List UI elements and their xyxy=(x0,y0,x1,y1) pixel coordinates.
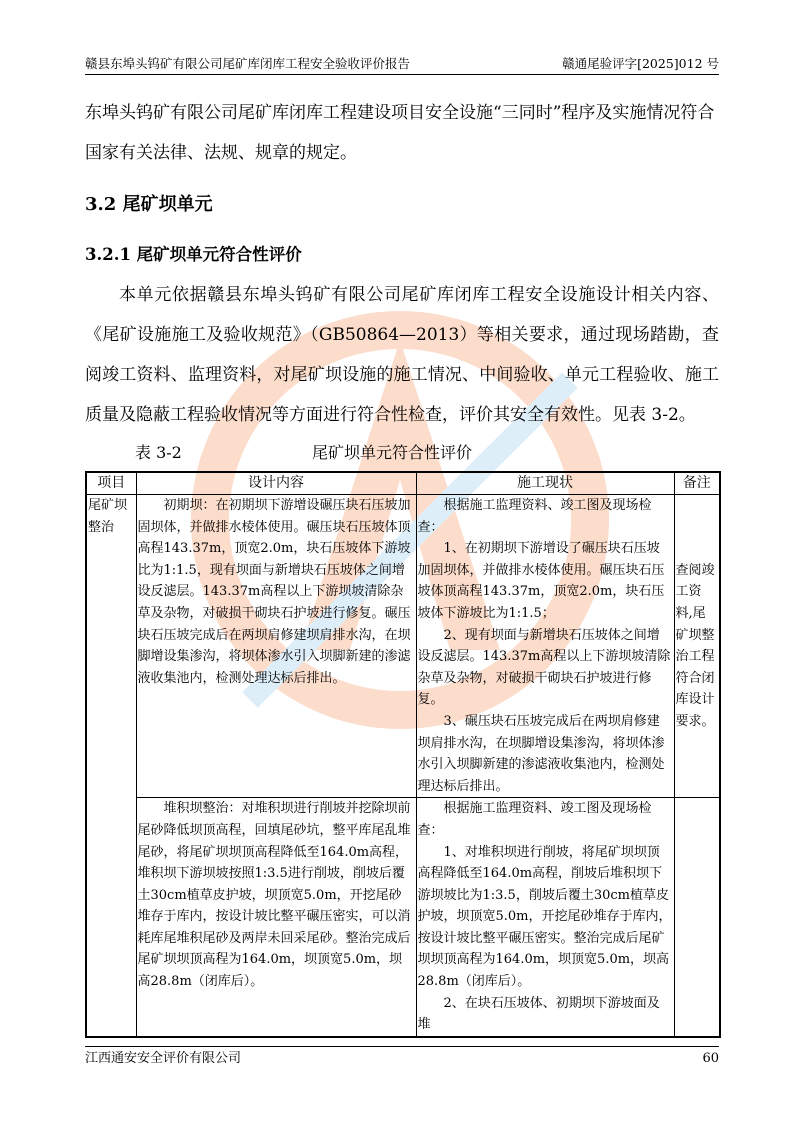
table-row xyxy=(86,495,720,798)
col-header-item: 项目 xyxy=(86,472,136,495)
table-row xyxy=(86,798,720,1037)
section-heading: 3.2 尾矿坝单元 xyxy=(85,194,213,215)
status-cell xyxy=(416,798,674,1037)
status-line: 2、现有坝面与新增块石压坡体之间增设反滤层。143.37m高程以上下游坝坡清除杂草及杂物，对破损干砌块石护坡进行修复。 xyxy=(417,627,671,708)
col-header-remark: 备注 xyxy=(674,472,720,495)
subsection-heading: 3.2.1 尾矿坝单元符合性评价 xyxy=(85,245,302,264)
status-line: 根据施工监理资料、竣工图及现场检查： xyxy=(417,498,652,535)
col-header-design: 设计内容 xyxy=(136,472,416,495)
header-title: 赣县东埠头钨矿有限公司尾矿库闭库工程安全验收评价报告 xyxy=(85,56,411,71)
remark-cell xyxy=(674,798,720,1037)
page-content xyxy=(85,56,719,1068)
item-cell: 尾矿坝整治 xyxy=(86,495,136,1037)
status-line: 1、对堆积坝进行削坡，将尾矿坝坝顶高程降低至164.0m高程，削坡后堆积坝下游坝坡比为1:3.5，削坡后覆土30cm植草皮护坡，坝顶宽5.0m，开挖尾砂堆存于库内，按设计坡比整平碾压密实。整治完成后尾矿坝坝顶高程为164.0m，坝顶宽5.0m，坝高28.8m（闭库后）。 xyxy=(417,844,672,990)
remark-cell: 查阅竣工资料,尾矿坝整治工程符合闭库设计要求。 xyxy=(674,495,720,798)
page-footer xyxy=(85,1046,719,1068)
body-paragraph: 本单元依据赣县东埠头钨矿有限公司尾矿库闭库工程安全设施设计相关内容、《尾矿设施施工及验收规范》（GB50864—2013）等相关要求，通过现场踏勘，查阅竣工资料、监理资料，对尾矿坝设施的施工情况、中间验收、单元工程验收、施工质量及隐蔽工程验收情况等方面进行符合性检查，评价其安全有效性。见表 3-2。 xyxy=(85,285,719,425)
table-caption-row xyxy=(85,441,719,465)
footer-company: 江西通安安全评价有限公司 xyxy=(85,1050,242,1066)
status-line: 1、在初期坝下游增设了碾压块石压坡加固坝体，并做排水棱体使用。碾压块石压坡体顶高程143.37m，顶宽2.0m，块石压坡体下游坡比为1:1.5； xyxy=(417,541,665,621)
col-header-status: 施工现状 xyxy=(416,472,674,495)
header-doc-number: 赣通尾验评字[2025]012 号 xyxy=(562,56,719,71)
design-cell: 堆积坝整治：对堆积坝进行削坡并挖除坝前尾砂降低坝顶高程，回填尾砂坑，整平库尾乱堆尾砂，将尾矿坝坝顶高程降低至164.0m高程，堆积坝下游坝坡按照1:3.5进行削坡，削坡后覆土30cm植草皮护坡，坝顶宽5.0m，开挖尾砂堆存于库内，按设计坡比整平碾压密实，可以消耗库尾堆积尾砂及两岸未回采尾砂。整治完成后尾矿坝坝顶高程为164.0m，坝顶宽5.0m，坝高28.8m（闭库后）。 xyxy=(136,798,416,1037)
status-cell xyxy=(416,495,674,798)
table-header-row xyxy=(86,472,720,495)
intro-paragraph: 东埠头钨矿有限公司尾矿库闭库工程建设项目安全设施“三同时”程序及实施情况符合国家有关法律、法规、规章的规定。 xyxy=(85,103,715,163)
table-number: 表 3-2 xyxy=(135,443,182,462)
status-line: 2、在块石压坡体、初期坝下游坡面及堆 xyxy=(417,995,660,1033)
compliance-table xyxy=(85,471,721,1038)
design-cell: 初期坝：在初期坝下游增设碾压块石压坡加固坝体，并做排水棱体使用。碾压块石压坡体顶高程143.37m，顶宽2.0m，块石压坡体下游坡比为1:1.5，现有坝面与新增块石压坡体之间增设反滤层。143.37m高程以上下游坝坡清除杂草及杂物，对破损干砌块石护坡进行修复。碾压块石压坡完成后在两坝肩修建坝肩排水沟，在坝脚增设集渗沟，将坝体渗水引入坝脚新建的渗滤液收集池内，检测处理达标后排出。 xyxy=(136,495,416,798)
page-header xyxy=(85,56,719,75)
status-line: 3、碾压块石压坡完成后在两坝肩修建坝肩排水沟，在坝脚增设集渗沟，将坝体渗水引入坝脚新建的渗滤液收集池内，检测处理达标后排出。 xyxy=(417,713,665,794)
page-number: 60 xyxy=(702,1050,719,1066)
table-caption: 尾矿坝单元符合性评价 xyxy=(312,443,473,462)
status-line: 根据施工监理资料、竣工图及现场检查： xyxy=(417,801,652,838)
